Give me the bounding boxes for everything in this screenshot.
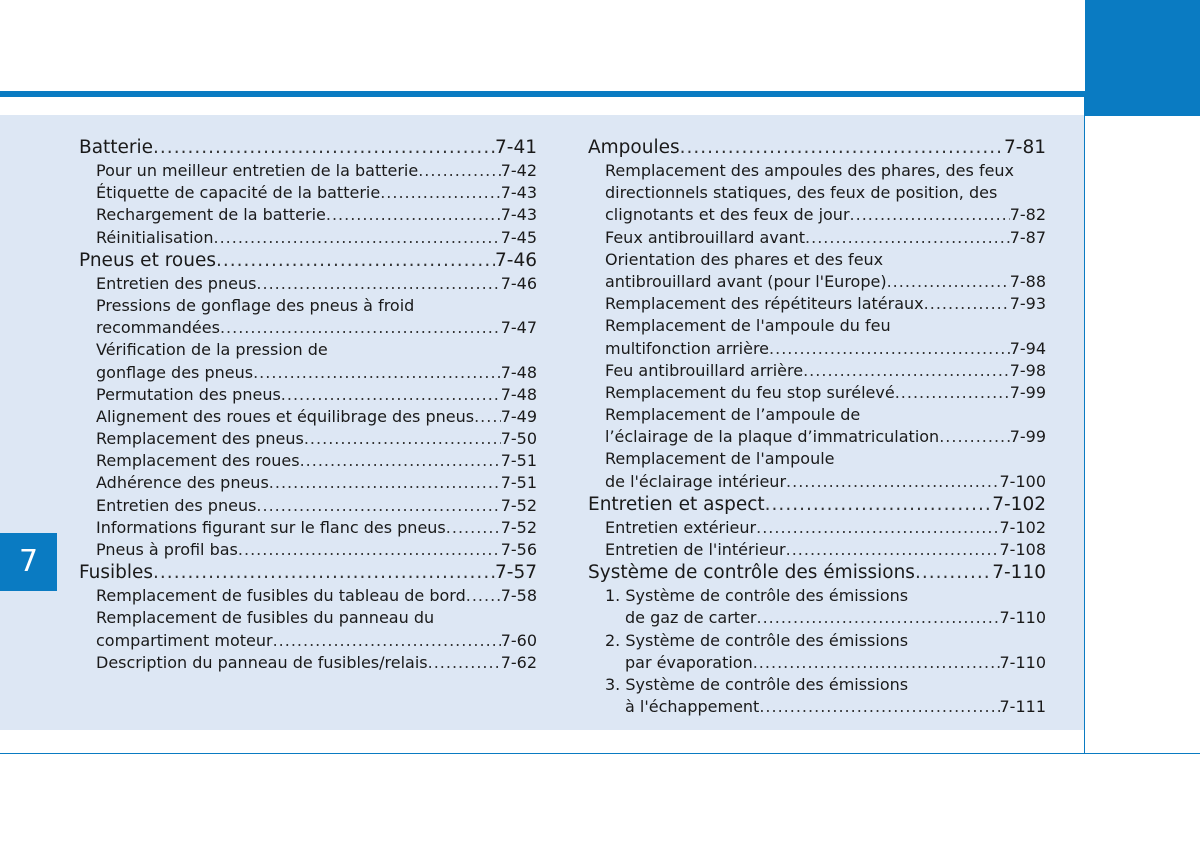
leader-dots — [765, 494, 993, 515]
leader-dots — [759, 697, 999, 716]
toc-entry[interactable] — [588, 228, 1046, 250]
page-number: 7-99 — [1009, 427, 1046, 447]
toc-entry-text: à l'échappement — [625, 697, 760, 717]
page-number: 7-57 — [495, 562, 537, 584]
toc-entry-text: Entretien des pneus — [96, 495, 257, 515]
toc-entry[interactable] — [79, 363, 537, 385]
toc-entry-text: Remplacement des répétiteurs latéraux — [605, 294, 924, 314]
toc-entry-line: Remplacement de l'ampoule du feu — [605, 316, 891, 336]
leader-dots — [446, 518, 501, 537]
toc-entry-line: Vérification de la pression de — [96, 340, 328, 360]
page-number: 7-48 — [500, 384, 537, 404]
leader-dots — [428, 653, 501, 672]
corner-tab — [1085, 0, 1200, 115]
leader-dots — [238, 540, 501, 559]
page-number: 7-60 — [500, 630, 537, 650]
toc-entry-text: Entretien des pneus — [96, 273, 257, 293]
page-number: 7-45 — [500, 227, 537, 247]
toc-entry[interactable] — [79, 407, 537, 429]
page-number: 7-82 — [1009, 205, 1046, 225]
leader-dots — [680, 137, 1004, 158]
toc-entry[interactable] — [79, 540, 537, 562]
page-number: 7-102 — [992, 493, 1046, 515]
page-number: 7-62 — [500, 652, 537, 672]
page-number: 7-110 — [999, 652, 1046, 672]
toc-entry[interactable] — [79, 228, 537, 250]
leader-dots — [153, 137, 495, 158]
toc-entry-line: Remplacement de l'ampoule — [605, 449, 835, 469]
toc-entry[interactable] — [79, 631, 537, 653]
toc-entry-text: Remplacement des roues — [96, 451, 300, 471]
toc-entry-text: de l'éclairage intérieur — [605, 471, 787, 491]
page-number: 7-51 — [500, 451, 537, 471]
toc-entry-text: Description du panneau de fusibles/relais — [96, 652, 428, 672]
toc-entry-text: Feu antibrouillard arrière — [605, 360, 804, 380]
leader-dots — [939, 427, 1010, 446]
toc-entry[interactable] — [79, 429, 537, 451]
chapter-number-tab: 7 — [0, 533, 57, 591]
toc-entry-text: Rechargement de la batterie — [96, 205, 326, 225]
page-number: 7-46 — [500, 273, 537, 293]
header-band — [0, 91, 1085, 97]
toc-entry-text: Entretien de l'intérieur — [605, 540, 786, 559]
toc-entry-text: Remplacement de fusibles du tableau de bord — [96, 586, 466, 606]
leader-dots — [887, 272, 1010, 291]
toc-entry-line: Remplacement de l’ampoule de — [605, 405, 861, 425]
toc-entry-line: directionnels statiques, des feux de position, des — [605, 183, 998, 203]
page-number: 7-81 — [1004, 137, 1046, 158]
toc-section-ampoules[interactable] — [588, 137, 1046, 161]
page-number: 7-93 — [1009, 294, 1046, 314]
leader-dots — [253, 363, 501, 382]
toc-entry[interactable] — [588, 518, 1046, 540]
page-number: 7-94 — [1009, 338, 1046, 358]
toc-entry-text: Feux antibrouillard avant — [605, 227, 806, 247]
toc-entry[interactable] — [79, 161, 537, 183]
toc-left-column — [79, 137, 537, 675]
leader-dots — [769, 339, 1010, 358]
toc-entry[interactable] — [79, 274, 537, 296]
leader-dots — [786, 540, 1000, 559]
page-number: 7-100 — [999, 471, 1046, 491]
leader-dots — [924, 294, 1010, 313]
footer-rule — [0, 753, 1200, 754]
toc-entry-text: Pneus à profil bas — [96, 540, 238, 559]
toc-entry-text: Étiquette de capacité de la batterie — [96, 183, 381, 203]
toc-entry[interactable] — [79, 653, 537, 675]
toc-entry-line: 3. Système de contrôle des émissions — [605, 674, 909, 694]
leader-dots — [786, 472, 999, 491]
toc-entry-text: par évaporation — [625, 652, 753, 672]
toc-entry-text: recommandées — [96, 318, 220, 338]
toc-entry-text: Alignement des roues et équilibrage des pneus — [96, 406, 475, 426]
toc-entry[interactable] — [588, 205, 1046, 227]
page-number: 7-47 — [500, 318, 537, 338]
toc-entry-line: Remplacement de fusibles du panneau du — [96, 608, 435, 628]
toc-entry[interactable] — [79, 473, 537, 495]
leader-dots — [850, 205, 1010, 224]
page-number: 7-50 — [500, 429, 537, 449]
margin-rule-horizontal — [1085, 115, 1200, 116]
margin-rule — [1084, 97, 1085, 753]
toc-entry-line: Remplacement des ampoules des phares, des feux — [605, 161, 1015, 180]
toc-entry[interactable] — [588, 294, 1046, 316]
toc-section-title: Système de contrôle des émissions — [588, 562, 915, 584]
toc-right-column — [588, 137, 1046, 719]
leader-dots — [281, 385, 501, 404]
toc-entry[interactable] — [588, 653, 1046, 675]
page-number: 7-110 — [992, 562, 1046, 584]
toc-entry-text: Réinitialisation — [96, 227, 214, 247]
toc-section-fusibles[interactable] — [79, 562, 537, 586]
leader-dots — [757, 608, 1000, 627]
toc-entry-text: antibrouillard avant (pour l'Europe) — [605, 271, 887, 291]
leader-dots — [418, 161, 500, 180]
page-number: 7-98 — [1009, 360, 1046, 380]
leader-dots — [216, 250, 495, 271]
toc-section-batterie[interactable] — [79, 137, 537, 161]
toc-section-title: Entretien et aspect — [588, 493, 765, 515]
toc-entry[interactable] — [588, 427, 1046, 449]
toc-entry-line: Pressions de gonflage des pneus à froid — [96, 295, 415, 315]
toc-section-title: Pneus et roues — [79, 249, 216, 271]
leader-dots — [153, 562, 495, 583]
leader-dots — [256, 496, 500, 515]
toc-entry-line: 1. Système de contrôle des émissions — [605, 586, 909, 606]
toc-entry-text: gonflage des pneus — [96, 362, 254, 382]
page-number: 7-87 — [1009, 227, 1046, 247]
page-number: 7-88 — [1009, 271, 1046, 291]
toc-entry[interactable] — [79, 318, 537, 340]
toc-entry-text: Informations figurant sur le flanc des pneus — [96, 517, 446, 537]
leader-dots — [256, 274, 500, 293]
toc-entry-text: Remplacement du feu stop surélevé — [605, 382, 895, 402]
toc-entry[interactable] — [588, 339, 1046, 361]
toc-section-title: Batterie — [79, 137, 154, 158]
leader-dots — [805, 228, 1010, 247]
toc-entry-text: multifonction arrière — [605, 338, 770, 358]
leader-dots — [466, 586, 501, 605]
toc-entry-text: clignotants et des feux de jour — [605, 205, 850, 225]
toc-entry-text: l’éclairage de la plaque d’immatriculation — [605, 427, 940, 447]
toc-section-entretien[interactable] — [588, 494, 1046, 518]
page-number: 7-41 — [495, 137, 537, 158]
toc-entry-text: Adhérence des pneus — [96, 473, 269, 493]
page-number: 7-99 — [1009, 382, 1046, 402]
toc-entry[interactable] — [79, 496, 537, 518]
toc-entry[interactable] — [588, 697, 1046, 719]
toc-entry-line: Orientation des phares et des feux — [605, 249, 884, 269]
toc-entry-text: Remplacement des pneus — [96, 429, 304, 449]
toc-entry[interactable] — [588, 472, 1046, 494]
toc-entry-text: Pour un meilleur entretien de la batterie — [96, 161, 419, 180]
leader-dots — [304, 429, 501, 448]
page-number: 7-42 — [500, 161, 537, 180]
toc-entry[interactable] — [588, 608, 1046, 630]
page-number: 7-51 — [500, 473, 537, 493]
toc-section-emissions[interactable] — [588, 562, 1046, 586]
leader-dots — [380, 183, 501, 202]
toc-entry-text: Entretien extérieur — [605, 517, 757, 537]
toc-entry[interactable] — [79, 451, 537, 473]
toc-section-title: Fusibles — [79, 562, 154, 584]
toc-entry-line: 2. Système de contrôle des émissions — [605, 630, 909, 650]
leader-dots — [220, 318, 501, 337]
leader-dots — [803, 361, 1010, 380]
toc-entry[interactable] — [79, 518, 537, 540]
toc-entry[interactable] — [588, 540, 1046, 562]
toc-entry[interactable] — [588, 272, 1046, 294]
toc-entry-text: de gaz de carter — [625, 608, 757, 628]
page-number: 7-48 — [500, 362, 537, 382]
page-number: 7-52 — [500, 517, 537, 537]
leader-dots — [753, 653, 1000, 672]
page-number: 7-49 — [500, 406, 537, 426]
page-number: 7-46 — [495, 249, 537, 271]
leader-dots — [915, 562, 992, 583]
leader-dots — [474, 407, 501, 426]
toc-entry[interactable] — [79, 385, 537, 407]
page-number: 7-108 — [999, 540, 1046, 559]
leader-dots — [273, 631, 501, 650]
toc-entry[interactable] — [79, 586, 537, 608]
toc-entry-text: compartiment moteur — [96, 630, 273, 650]
toc-entry-text: Permutation des pneus — [96, 384, 281, 404]
page-number: 7-52 — [500, 495, 537, 515]
page-number: 7-43 — [500, 183, 537, 203]
leader-dots — [326, 205, 501, 224]
page-number: 7-58 — [500, 586, 537, 606]
toc-entry[interactable] — [79, 183, 537, 205]
leader-dots — [895, 383, 1010, 402]
toc-entry[interactable] — [588, 361, 1046, 383]
leader-dots — [269, 473, 501, 492]
page-number: 7-43 — [500, 205, 537, 225]
page-number: 7-102 — [999, 517, 1046, 537]
toc-section-title: Ampoules — [588, 137, 680, 158]
page-number: 7-111 — [999, 697, 1046, 717]
leader-dots — [300, 451, 501, 470]
toc-entry[interactable] — [79, 205, 537, 227]
toc-section-pneus[interactable] — [79, 250, 537, 274]
toc-entry[interactable] — [588, 383, 1046, 405]
leader-dots — [213, 228, 500, 247]
page-number: 7-56 — [500, 540, 537, 559]
leader-dots — [756, 518, 999, 537]
page-number: 7-110 — [999, 608, 1046, 628]
